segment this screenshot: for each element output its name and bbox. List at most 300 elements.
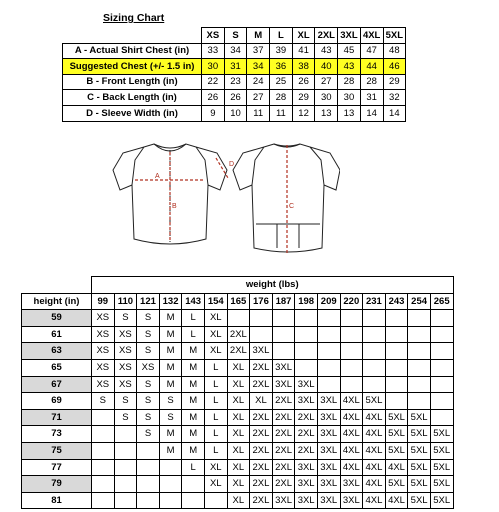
height-row <box>22 393 454 410</box>
size-cell: 4XL <box>340 459 363 476</box>
size-cell: XL <box>204 326 227 343</box>
size-cell: L <box>204 442 227 459</box>
size-cell: M <box>182 393 205 410</box>
size-cell: S <box>137 343 160 360</box>
size-cell: 3XL <box>317 459 340 476</box>
height-row <box>22 426 454 443</box>
size-cell: 2XL <box>272 442 295 459</box>
sizing-corner <box>63 28 202 44</box>
sizing-cell: 27 <box>315 74 338 90</box>
size-cell: L <box>204 393 227 410</box>
size-cell: XS <box>92 343 115 360</box>
weight-value: 265 <box>430 293 453 310</box>
size-cell <box>92 442 115 459</box>
sizing-cell: 31 <box>224 59 247 75</box>
weight-value: 254 <box>408 293 431 310</box>
size-cell: 3XL <box>272 492 295 509</box>
sizing-cell: 30 <box>338 90 361 106</box>
sizing-cell: 40 <box>315 59 338 75</box>
sizing-cell: 26 <box>292 74 315 90</box>
size-cell: 5XL <box>430 476 453 493</box>
sizing-cell: 36 <box>270 59 293 75</box>
size-cell <box>272 343 295 360</box>
size-cell: XS <box>92 376 115 393</box>
sizing-row-label: Suggested Chest (+/- 1.5 in) <box>63 59 202 75</box>
size-cell: XS <box>92 326 115 343</box>
size-cell: 3XL <box>295 476 318 493</box>
size-header: 3XL <box>338 28 361 44</box>
size-cell: 5XL <box>430 442 453 459</box>
size-cell: M <box>159 326 182 343</box>
size-header: XS <box>202 28 225 44</box>
size-cell: XL <box>227 426 250 443</box>
size-cell <box>363 310 386 327</box>
size-cell <box>92 492 115 509</box>
size-cell: 4XL <box>363 426 386 443</box>
size-cell <box>272 326 295 343</box>
size-cell <box>430 409 453 426</box>
size-cell: 3XL <box>340 492 363 509</box>
height-header: height (in) <box>22 293 92 310</box>
size-cell <box>363 343 386 360</box>
size-cell <box>430 343 453 360</box>
jersey-diagram <box>110 138 340 264</box>
size-cell: 3XL <box>295 376 318 393</box>
size-cell: 3XL <box>317 476 340 493</box>
weight-value: 143 <box>182 293 205 310</box>
size-cell: 5XL <box>385 442 408 459</box>
sizing-cell: 46 <box>383 59 406 75</box>
size-cell: 2XL <box>272 476 295 493</box>
sizing-row-label: A - Actual Shirt Chest (in) <box>63 43 202 59</box>
size-cell: 4XL <box>363 492 386 509</box>
size-cell: 2XL <box>272 393 295 410</box>
size-cell: 3XL <box>295 393 318 410</box>
size-cell: XL <box>250 393 273 410</box>
weight-value: 165 <box>227 293 250 310</box>
size-cell <box>250 326 273 343</box>
size-cell: 4XL <box>363 476 386 493</box>
jersey-back-sleeve-seam-right <box>310 147 324 185</box>
size-cell: 2XL <box>227 326 250 343</box>
sizing-cell: 24 <box>247 74 270 90</box>
size-cell <box>363 326 386 343</box>
sizing-cell: 10 <box>224 105 247 121</box>
sizing-cell: 28 <box>270 90 293 106</box>
size-cell: S <box>137 310 160 327</box>
size-cell: S <box>114 310 137 327</box>
sizing-cell: 37 <box>247 43 270 59</box>
size-cell <box>430 326 453 343</box>
size-cell: L <box>204 376 227 393</box>
size-cell: M <box>182 359 205 376</box>
size-cell: 4XL <box>385 459 408 476</box>
size-cell: S <box>137 393 160 410</box>
size-cell: 5XL <box>385 426 408 443</box>
weight-values-row <box>22 293 454 310</box>
sizing-row <box>63 105 406 121</box>
weight-title-row <box>22 277 454 294</box>
size-cell <box>295 359 318 376</box>
size-header: S <box>224 28 247 44</box>
size-cell: 2XL <box>250 426 273 443</box>
size-cell: XL <box>227 376 250 393</box>
height-value: 79 <box>22 476 92 493</box>
weight-value: 220 <box>340 293 363 310</box>
size-cell: 2XL <box>250 376 273 393</box>
height-value: 77 <box>22 459 92 476</box>
size-cell <box>114 476 137 493</box>
size-cell: 2XL <box>295 426 318 443</box>
size-cell: XL <box>227 409 250 426</box>
size-cell <box>363 359 386 376</box>
height-row <box>22 459 454 476</box>
weight-value: 121 <box>137 293 160 310</box>
size-cell: XL <box>204 310 227 327</box>
sizing-cell: 9 <box>202 105 225 121</box>
weight-value: 231 <box>363 293 386 310</box>
weight-value: 110 <box>114 293 137 310</box>
jersey-front-measures <box>135 152 228 241</box>
height-value: 61 <box>22 326 92 343</box>
sizing-row-label: C - Back Length (in) <box>63 90 202 106</box>
size-header: 4XL <box>360 28 383 44</box>
size-cell: M <box>159 310 182 327</box>
height-value: 81 <box>22 492 92 509</box>
size-cell: XS <box>137 359 160 376</box>
sizing-header-row <box>63 28 406 44</box>
sizing-cell: 32 <box>383 90 406 106</box>
jersey-back-sleeve-seam-left <box>252 147 264 185</box>
sizing-cell: 25 <box>270 74 293 90</box>
size-cell: L <box>182 326 205 343</box>
size-cell: 2XL <box>272 426 295 443</box>
size-cell: S <box>137 426 160 443</box>
size-cell <box>340 376 363 393</box>
height-row <box>22 492 454 509</box>
sizing-cell: 26 <box>224 90 247 106</box>
size-cell: M <box>159 376 182 393</box>
size-cell: 2XL <box>295 409 318 426</box>
sizing-cell: 12 <box>292 105 315 121</box>
size-cell: 5XL <box>408 409 431 426</box>
size-cell: L <box>182 459 205 476</box>
height-value: 73 <box>22 426 92 443</box>
size-cell <box>204 492 227 509</box>
size-cell <box>137 492 160 509</box>
height-value: 67 <box>22 376 92 393</box>
jersey-front-sleeve-seam-left <box>132 147 144 185</box>
size-cell: XL <box>227 393 250 410</box>
size-cell: 2XL <box>250 409 273 426</box>
size-cell: XL <box>227 359 250 376</box>
size-cell <box>137 459 160 476</box>
sizing-cell: 43 <box>338 59 361 75</box>
size-cell: 3XL <box>295 459 318 476</box>
size-cell: 5XL <box>408 476 431 493</box>
sizing-cell: 38 <box>292 59 315 75</box>
size-cell: 3XL <box>250 343 273 360</box>
size-cell: M <box>159 426 182 443</box>
size-cell <box>92 426 115 443</box>
sizing-chart-title: Sizing Chart <box>103 12 165 24</box>
size-cell <box>408 310 431 327</box>
sizing-cell: 11 <box>247 105 270 121</box>
size-cell: 3XL <box>317 426 340 443</box>
size-cell <box>317 310 340 327</box>
sizing-cell: 14 <box>383 105 406 121</box>
size-cell: 2XL <box>272 409 295 426</box>
sizing-row <box>63 74 406 90</box>
size-cell <box>385 326 408 343</box>
size-cell <box>159 492 182 509</box>
sizing-cell: 41 <box>292 43 315 59</box>
size-cell <box>408 343 431 360</box>
size-cell: 5XL <box>408 492 431 509</box>
size-cell <box>159 476 182 493</box>
height-value: 65 <box>22 359 92 376</box>
sizing-table <box>62 27 406 122</box>
weight-value: 187 <box>272 293 295 310</box>
measure-c-label: C <box>289 203 295 210</box>
size-cell: M <box>182 409 205 426</box>
size-header: 5XL <box>383 28 406 44</box>
sizing-cell: 44 <box>360 59 383 75</box>
size-cell <box>385 376 408 393</box>
jersey-back-pockets <box>256 224 320 248</box>
size-cell <box>408 359 431 376</box>
size-cell <box>114 492 137 509</box>
size-cell: XL <box>204 459 227 476</box>
size-cell: 2XL <box>250 459 273 476</box>
weight-corner <box>22 277 92 294</box>
measure-b-label: B <box>172 203 177 210</box>
sizing-cell: 47 <box>360 43 383 59</box>
measure-a-label: A <box>155 173 160 180</box>
size-cell: XL <box>227 442 250 459</box>
size-cell <box>385 393 408 410</box>
sizing-row <box>63 90 406 106</box>
size-cell <box>137 442 160 459</box>
size-cell: 5XL <box>385 476 408 493</box>
weight-value: 99 <box>92 293 115 310</box>
height-row <box>22 442 454 459</box>
size-cell <box>408 326 431 343</box>
size-cell: XS <box>114 326 137 343</box>
size-cell <box>250 310 273 327</box>
size-header: L <box>270 28 293 44</box>
height-row <box>22 409 454 426</box>
size-cell <box>340 310 363 327</box>
size-cell <box>92 459 115 476</box>
size-cell <box>317 326 340 343</box>
size-cell <box>92 409 115 426</box>
size-cell: S <box>114 393 137 410</box>
size-cell: M <box>159 343 182 360</box>
size-cell <box>114 442 137 459</box>
sizing-cell: 26 <box>202 90 225 106</box>
size-cell: 5XL <box>430 426 453 443</box>
size-cell <box>430 310 453 327</box>
jersey-front-sleeve-seam-right <box>196 147 208 185</box>
size-cell: 4XL <box>363 459 386 476</box>
size-cell <box>295 326 318 343</box>
size-cell <box>385 343 408 360</box>
sizing-cell: 14 <box>360 105 383 121</box>
sizing-cell: 45 <box>338 43 361 59</box>
size-cell: 4XL <box>363 409 386 426</box>
size-cell: 2XL <box>272 459 295 476</box>
sizing-cell: 28 <box>360 74 383 90</box>
size-cell: 4XL <box>340 426 363 443</box>
size-cell <box>363 376 386 393</box>
sizing-cell: 43 <box>315 43 338 59</box>
size-header: M <box>247 28 270 44</box>
size-cell: S <box>159 393 182 410</box>
weight-header: weight (lbs) <box>92 277 454 294</box>
size-cell: L <box>204 409 227 426</box>
sizing-cell: 23 <box>224 74 247 90</box>
size-cell <box>114 459 137 476</box>
sizing-cell: 31 <box>360 90 383 106</box>
size-cell: M <box>182 442 205 459</box>
sizing-cell: 29 <box>292 90 315 106</box>
size-cell: 3XL <box>295 492 318 509</box>
sizing-cell: 34 <box>247 59 270 75</box>
size-cell: 5XL <box>408 426 431 443</box>
size-cell: XL <box>204 476 227 493</box>
size-cell: 4XL <box>385 492 408 509</box>
size-cell: XL <box>204 343 227 360</box>
size-cell: S <box>114 409 137 426</box>
height-value: 59 <box>22 310 92 327</box>
size-cell: 5XL <box>408 459 431 476</box>
weight-table <box>21 276 454 509</box>
size-cell: 3XL <box>340 476 363 493</box>
sizing-cell: 34 <box>224 43 247 59</box>
sizing-cell: 29 <box>383 74 406 90</box>
size-cell: S <box>92 393 115 410</box>
size-cell: XS <box>114 343 137 360</box>
size-cell <box>408 393 431 410</box>
size-cell: 5XL <box>363 393 386 410</box>
height-value: 69 <box>22 393 92 410</box>
size-cell: S <box>137 376 160 393</box>
size-cell <box>114 426 137 443</box>
size-cell <box>137 476 160 493</box>
size-cell: 3XL <box>272 376 295 393</box>
sizing-cell: 48 <box>383 43 406 59</box>
sizing-cell: 27 <box>247 90 270 106</box>
size-cell: L <box>204 359 227 376</box>
size-cell: 3XL <box>317 492 340 509</box>
size-cell: 5XL <box>408 442 431 459</box>
size-cell: 2XL <box>250 359 273 376</box>
size-cell: 5XL <box>385 409 408 426</box>
size-cell: S <box>159 409 182 426</box>
size-header: 2XL <box>315 28 338 44</box>
height-value: 71 <box>22 409 92 426</box>
size-cell: 2XL <box>250 442 273 459</box>
size-cell: XS <box>114 376 137 393</box>
size-cell: L <box>204 426 227 443</box>
sizing-cell: 13 <box>338 105 361 121</box>
size-cell: 3XL <box>272 359 295 376</box>
size-cell <box>385 359 408 376</box>
size-cell <box>317 359 340 376</box>
size-header: XL <box>292 28 315 44</box>
size-cell <box>295 310 318 327</box>
measure-d-label: D <box>229 161 235 168</box>
size-cell: XL <box>227 492 250 509</box>
size-cell: XS <box>114 359 137 376</box>
size-cell: 4XL <box>363 442 386 459</box>
size-cell <box>92 476 115 493</box>
sizing-cell: 30 <box>202 59 225 75</box>
sizing-row <box>63 59 406 75</box>
size-cell <box>317 376 340 393</box>
size-cell: M <box>159 442 182 459</box>
sizing-cell: 11 <box>270 105 293 121</box>
size-cell <box>340 326 363 343</box>
size-cell <box>340 359 363 376</box>
size-cell <box>159 459 182 476</box>
weight-value: 209 <box>317 293 340 310</box>
weight-value: 176 <box>250 293 273 310</box>
size-cell: 2XL <box>295 442 318 459</box>
height-row <box>22 343 454 360</box>
sizing-row-label: D - Sleeve Width (in) <box>63 105 202 121</box>
sizing-row-label: B - Front Length (in) <box>63 74 202 90</box>
size-cell: 5XL <box>430 492 453 509</box>
height-value: 63 <box>22 343 92 360</box>
size-cell: 4XL <box>340 442 363 459</box>
sizing-cell: 22 <box>202 74 225 90</box>
height-row <box>22 310 454 327</box>
height-value: 75 <box>22 442 92 459</box>
size-cell: S <box>137 409 160 426</box>
size-cell <box>385 310 408 327</box>
size-cell: 3XL <box>317 409 340 426</box>
height-row <box>22 359 454 376</box>
weight-value: 198 <box>295 293 318 310</box>
size-cell <box>272 310 295 327</box>
size-cell: M <box>182 426 205 443</box>
size-cell: 2XL <box>250 492 273 509</box>
height-row <box>22 326 454 343</box>
size-cell <box>317 343 340 360</box>
size-cell: 3XL <box>317 442 340 459</box>
size-cell: M <box>182 343 205 360</box>
height-row <box>22 376 454 393</box>
sizing-cell: 30 <box>315 90 338 106</box>
weight-value: 243 <box>385 293 408 310</box>
size-cell <box>430 359 453 376</box>
height-row <box>22 476 454 493</box>
size-cell: M <box>159 359 182 376</box>
sizing-cell: 13 <box>315 105 338 121</box>
size-cell: 5XL <box>430 459 453 476</box>
size-cell: XS <box>92 310 115 327</box>
size-cell <box>408 376 431 393</box>
size-cell <box>430 393 453 410</box>
size-cell <box>340 343 363 360</box>
size-cell: XL <box>227 476 250 493</box>
size-cell <box>295 343 318 360</box>
size-cell <box>182 492 205 509</box>
sizing-cell: 33 <box>202 43 225 59</box>
size-cell: XS <box>92 359 115 376</box>
